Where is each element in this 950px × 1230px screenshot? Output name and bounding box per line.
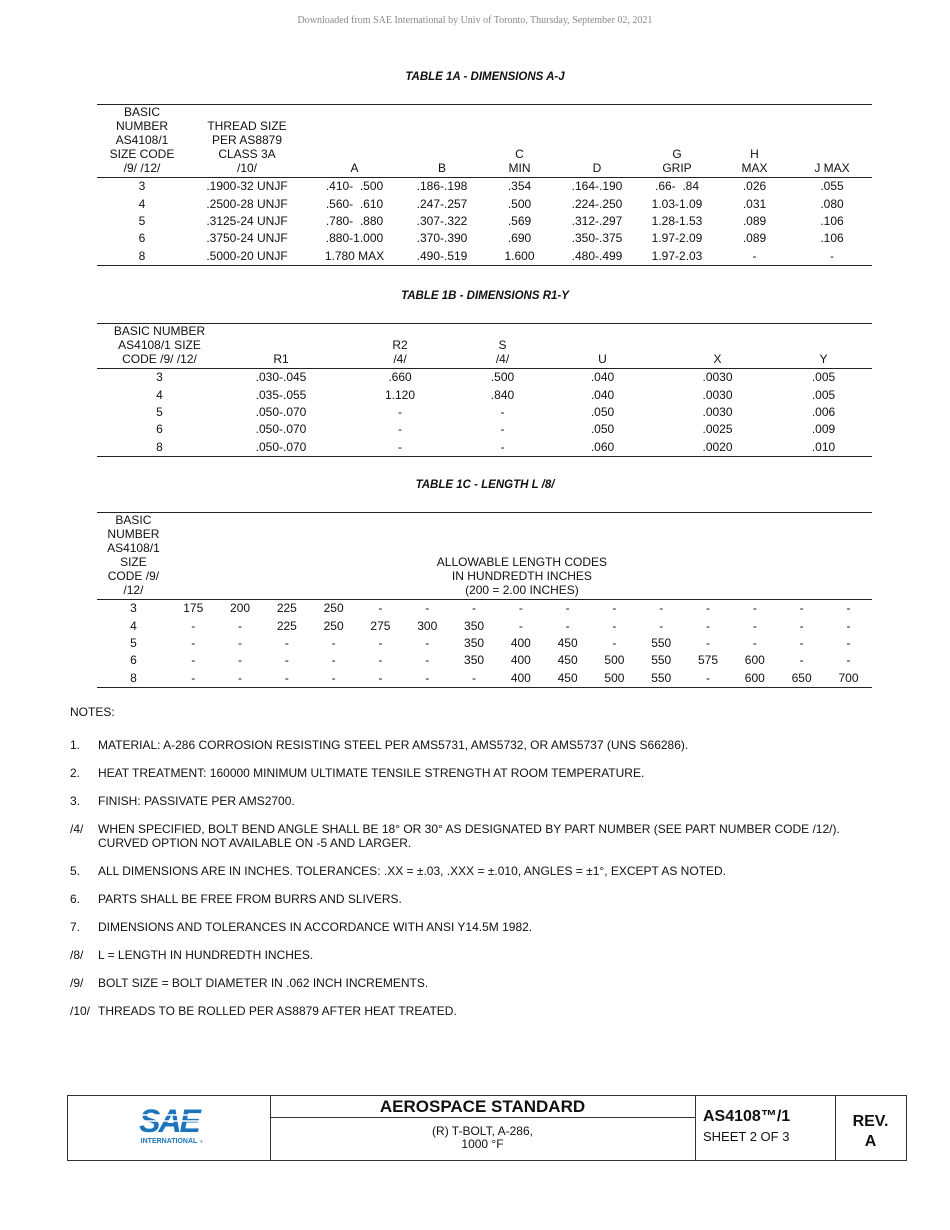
table-1c-cell: 400 [510,635,531,650]
table-1a-header-line: D [592,161,602,175]
note-text: MATERIAL: A-286 CORROSION RESISTING STEEL PER AMS5731, AMS5732, OR AMS5737 (UNS S66286). [98,738,689,752]
table-1c-cell: 550 [651,670,672,685]
table-1c-cell: - [518,618,523,633]
table-1c-cell: - [799,653,804,668]
table-1b-cell: .050-.070 [255,404,307,419]
standard-cell [270,1096,696,1160]
note-number: 6. [70,892,81,906]
table-1b-cell: 4 [156,387,163,402]
table-1b-row [97,439,872,457]
table-1a-cell: 1.28-1.53 [651,213,703,228]
table-1c-cell: 4 [130,618,137,633]
table-1c-cell: 575 [698,653,719,668]
registered-mark: ® [200,1139,203,1144]
table-1a-cell: .880-1.000 [325,231,384,246]
table-1b-header-line: S [498,338,507,352]
sae-logo-subtext: INTERNATIONAL [140,1138,198,1145]
table-1c-cell: 450 [557,635,578,650]
table-1b-header [545,324,660,369]
table-1b-header [97,324,222,369]
note-text: HEAT TREATMENT: 160000 MINIMUM ULTIMATE TENSILE STRENGTH AT ROOM TEMPERATURE. [98,766,645,780]
table-1b-cell: .840 [490,387,515,402]
table-1c-cell: 450 [557,653,578,668]
table-1c-cell: - [799,618,804,633]
note-item [70,794,890,808]
title-block [67,1095,907,1161]
table-1b-cell: 8 [156,439,163,454]
table-1a-cell: .354 [507,179,532,194]
table-1c-row [97,652,872,669]
table-1a-header-line: PER AS8879 [211,133,283,147]
table-1a-cell: .5000-20 UNJF [206,248,288,263]
table-1b-cell: - [500,439,505,454]
table-1c-cell: - [284,670,289,685]
table-1a-cell: 3 [138,179,146,194]
note-item [70,766,890,780]
note-item [70,864,890,878]
table-1c-cell: 225 [276,618,297,633]
table-1b-cell: - [398,422,402,437]
table-1b-cell: .050-.070 [255,422,307,437]
table-1a-cell: .490-.519 [416,248,468,263]
note-number: 5. [70,864,81,878]
table-1b-cell: .005 [811,370,836,385]
table-1c-title: TABLE 1C - LENGTH L /8/ [415,479,555,491]
note-text: BOLT SIZE = BOLT DIAMETER IN .062 INCH INCREMENTS. [98,976,429,990]
sae-logo-text: SAE [139,1103,199,1139]
table-1a-header [307,105,402,178]
table-1b-cell: .500 [490,370,515,385]
table-1c-cell: - [706,635,711,650]
standard-label: AEROSPACE STANDARD [270,1096,695,1118]
table-1a-cell: 6 [138,231,146,246]
table-1a-cell: .164-.190 [571,179,623,194]
table-1a-cell: .307-.322 [416,213,468,228]
table-1a-cell: .247-.257 [416,196,468,211]
note-text: DIMENSIONS AND TOLERANCES IN ACCORDANCE WITH ANSI Y14.5M 1982. [98,920,533,934]
table-1b-cell: - [398,439,402,454]
table-1c-cell: - [378,670,383,685]
table-1c-cell: 400 [510,670,531,685]
note-number: 1. [70,738,81,752]
table-1c-codes-header-line: ALLOWABLE LENGTH CODES [436,555,608,569]
table-1a-header-line: MIN [508,161,531,175]
table-1c-cell: - [238,670,243,685]
table-1a-header [557,105,637,178]
table-1b-row [97,369,872,387]
table-1c-cell: - [752,618,757,633]
table-1a-header-line: H [750,147,759,161]
table-1a-cell: .560- .610 [325,196,384,211]
table-1a-cell: .031 [742,196,767,211]
table-1a-header [637,105,717,178]
table-1c-cell: 3 [130,601,137,616]
table-1a-cell: .66- .84 [654,179,700,194]
note-number: /10/ [70,1004,91,1018]
table-1c-cell: - [191,670,196,685]
table-1c-size-header-line: AS4108/1 [107,541,160,555]
table-1c-cell: - [238,618,243,633]
table-1c-cell: - [706,601,711,616]
table-1b-header-line: R1 [273,352,289,366]
table-1b-header-line: CODE /9/ /12/ [122,352,197,366]
table-1b-cell: .060 [590,439,615,454]
table-1c-size-header-line: SIZE [120,555,147,569]
table-1c-cell: - [378,635,383,650]
table-1b-cell: .660 [388,370,412,385]
table-1a-cell: 1.97-2.09 [651,231,703,246]
table-1a-header-line: GRIP [662,161,692,175]
table-1b-header-line: /4/ [495,352,510,366]
table-1c-cell: - [238,635,243,650]
notes-heading: NOTES: [70,705,115,719]
table-1c-row [97,635,872,652]
table-1c-cell: - [799,601,804,616]
table-1b-cell: .0030 [702,370,733,385]
table-1c-cell: - [284,635,289,650]
table-1c-cell: - [612,601,617,616]
table-1b-cell: - [500,422,505,437]
table-1b-cell: .030-.045 [255,370,307,385]
table-1a-header-line: A [350,161,359,175]
table-1b-cell: .009 [811,422,836,437]
sae-logo [136,1101,206,1151]
table-1c-row [97,670,872,688]
table-1c-cell: 350 [464,653,485,668]
table-1c-cell: - [378,653,383,668]
table-1a-cell: .500 [507,196,532,211]
table-1c-cell: - [752,601,757,616]
table-1c-codes-header-line: (200 = 2.00 INCHES) [465,583,579,597]
table-1a-cell: .186-.198 [416,179,468,194]
table-1a-header-line: MAX [741,161,768,175]
table-1b-cell: 5 [156,404,163,419]
table-1c-cell: - [799,635,804,650]
table-1a-header [402,105,482,178]
table-1a-row [97,213,872,230]
table-1c-cell: 225 [276,601,297,616]
table-1c-cell: 8 [130,670,137,685]
table-1b-cell: - [500,404,505,419]
table-1a-header-line: BASIC [123,105,160,119]
table-1a-cell: .089 [742,231,767,246]
table-1c-cell: 600 [744,670,765,685]
table-1b-cell: 6 [156,422,163,437]
table-1a-cell: 1.600 [504,248,535,263]
table-1a-header-line: /9/ /12/ [123,161,161,175]
table-1b-cell: .006 [811,404,836,419]
table-1c-cell: 250 [323,601,344,616]
table-1b-cell: .005 [811,387,836,402]
table-1c-size-header-line: BASIC [115,513,152,527]
table-1a-cell: .2500-28 UNJF [206,196,288,211]
table-1b-header-line: Y [819,352,828,366]
revision-label: REV. [852,1113,889,1130]
table-1c-cell: 350 [464,618,485,633]
table-1c-cell: 250 [323,618,344,633]
note-text: FINISH: PASSIVATE PER AMS2700. [98,794,295,808]
table-1b-cell: 3 [156,370,163,385]
table-1b-header-line: AS4108/1 SIZE [118,338,201,352]
table-1c-cell: 550 [651,653,672,668]
table-1c-cell: - [612,618,617,633]
table-1a-cell: .569 [507,213,532,228]
note-text: THREADS TO BE ROLLED PER AS8879 AFTER HEAT TREATED. [98,1004,457,1018]
table-1b-header-line: /4/ [393,352,407,366]
table-1a-header-line: AS4108/1 [115,133,169,147]
document-title [270,1125,695,1151]
table-1c-cell: - [659,618,664,633]
table-1a-cell: .3750-24 UNJF [206,231,288,246]
table-1a-header [482,105,557,178]
table-1a-cell: 1.03-1.09 [651,196,703,211]
table-1c-cell: 600 [744,653,765,668]
table-1b-header [660,324,775,369]
table-1a-title: TABLE 1A - DIMENSIONS A-J [405,71,565,83]
table-1c-cell: - [612,635,617,650]
table-1a-header-line: SIZE CODE [109,147,175,161]
table-1b-cell: .0020 [702,439,733,454]
revision-cell [835,1096,906,1160]
table-1b-cell: .040 [590,387,615,402]
table-1c-cell: - [191,653,196,668]
table-1c-cell: 175 [183,601,204,616]
table-1b-cell: .040 [590,370,615,385]
table-1c-size-header-line: /12/ [123,583,144,597]
table-1b-header-line: U [598,352,607,366]
table-1a-cell: .106 [820,231,844,246]
table-1a-cell: .055 [820,179,844,194]
table-1b-header-line: BASIC NUMBER [113,324,206,338]
note-item [70,738,890,752]
table-1c-cell: 5 [130,635,137,650]
document-number-cell [695,1096,836,1160]
table-1a-cell: .480-.499 [571,248,623,263]
table-1b-header [222,324,340,369]
table-1a-cell: - [752,248,757,263]
note-item [70,822,890,850]
table-1a-cell: 1.780 MAX [324,248,385,263]
title-line-1: (R) T-BOLT, A-286, [432,1124,533,1138]
table-1c-cell: - [331,670,336,685]
note-number: 2. [70,766,81,780]
table-1c-cell: 400 [510,653,531,668]
table-1b-row [97,386,872,403]
table-1a-header [97,105,187,178]
table-1b-header-line: X [713,352,722,366]
table-1a-cell: 4 [138,196,146,211]
table-1a-header-line: C [515,147,524,161]
note-number: /8/ [70,948,84,962]
note-text: PARTS SHALL BE FREE FROM BURRS AND SLIVERS. [98,892,402,906]
table-1a-cell: .370-.390 [416,231,468,246]
table-1c-cell: - [752,635,757,650]
table-1c-cell: - [518,601,523,616]
table-1a-cell: 1.97-2.03 [651,248,703,263]
table-1b-cell: .050-.070 [255,439,307,454]
table-1c-cell: 450 [557,670,578,685]
table-1a-cell: .080 [820,196,844,211]
table-1a-row [97,195,872,212]
table-1b-cell: .010 [811,439,836,454]
title-line-2: 1000 °F [461,1137,504,1151]
table-1b-row [97,421,872,438]
table-1a-cell: .350-.375 [571,231,623,246]
table-1a-header-line: CLASS 3A [218,147,276,161]
table-1a-header-line: G [672,147,682,161]
revision [835,1112,906,1152]
note-item [70,948,890,962]
table-1a [97,104,872,266]
table-1a-header [187,105,307,178]
table-1c-cell: 700 [838,670,859,685]
table-1a-cell: .690 [507,231,532,246]
table-1b-cell: 1.120 [384,387,416,402]
table-1c [97,512,872,688]
table-1b-cell: .0025 [702,422,733,437]
table-1c-cell: - [425,635,430,650]
table-1c-cell: - [706,670,711,685]
table-1c-cell: - [331,653,336,668]
table-1c-cell: 350 [464,635,485,650]
note-number: /9/ [70,976,84,990]
table-1c-cell: - [472,601,477,616]
table-1b-title: TABLE 1B - DIMENSIONS R1-Y [401,290,569,302]
table-1a-header-line: J MAX [814,161,850,175]
table-1c-codes-header [170,513,872,600]
table-1c-cell: - [565,601,570,616]
table-1c-cell: 500 [604,670,625,685]
table-1c-cell: - [846,618,851,633]
table-1a-header-line: NUMBER [115,119,168,133]
table-1c-cell: - [191,618,196,633]
table-1c-cell: 300 [417,618,438,633]
table-1c-cell: - [425,653,430,668]
table-1a-header [792,105,872,178]
table-1c-row [97,600,872,618]
table-1c-cell: - [706,618,711,633]
table-1c-row [97,617,872,634]
table-1b-header [775,324,872,369]
table-1a-header-line: THREAD SIZE [207,119,287,133]
table-1a-header [717,105,792,178]
table-1b-cell: .035-.055 [255,387,307,402]
table-1b-cell: .050 [590,404,615,419]
table-1c-size-header-line: NUMBER [107,527,160,541]
table-1a-cell: 5 [138,213,146,228]
table-1a-cell: - [830,248,834,263]
note-number: /4/ [70,822,84,836]
table-1a-cell: .224-.250 [571,196,623,211]
table-1c-cell: - [846,635,851,650]
table-1c-cell: - [472,670,477,685]
download-watermark: Downloaded from SAE International by Univ of Toronto, Thursday, September 02, 2021 [297,15,653,26]
table-1a-row [97,248,872,266]
table-1c-cell: - [425,601,430,616]
table-1b-cell: .0030 [702,387,733,402]
table-1c-codes-header-line: IN HUNDREDTH INCHES [451,569,592,583]
table-1b-cell: .050 [590,422,615,437]
table-1b-cell: - [398,404,402,419]
table-1b-cell: .0030 [702,404,733,419]
note-text: L = LENGTH IN HUNDREDTH INCHES. [98,948,314,962]
table-1c-cell: - [191,635,196,650]
note-text: WHEN SPECIFIED, BOLT BEND ANGLE SHALL BE 18° OR 30° AS DESIGNATED BY PART NUMBER (SEE PART NUMBER CODE /12/). CURVED OPTION NOT AVAILABLE ON -5 AND LARGER. [98,822,840,850]
note-number: 7. [70,920,81,934]
table-1a-row [97,230,872,247]
table-1a-cell: .1900-32 UNJF [206,179,288,194]
sheet-number: SHEET 2 OF 3 [703,1129,790,1144]
note-item [70,892,890,906]
table-1c-cell: 6 [130,653,137,668]
table-1a-cell: .3125-24 UNJF [206,213,288,228]
table-1c-cell: - [425,670,430,685]
table-1c-cell: - [238,653,243,668]
table-1a-cell: .089 [742,213,767,228]
table-1a-header-line: /10/ [236,161,257,175]
note-item [70,920,890,934]
table-1a-header-line: B [437,161,446,175]
table-1a-cell: 8 [138,248,146,263]
table-1a-cell: .780- .880 [325,213,384,228]
table-1c-cell: - [846,653,851,668]
table-1c-cell: 550 [651,635,672,650]
note-item [70,1004,890,1018]
table-1c-cell: 650 [791,670,812,685]
table-1a-cell: .312-.297 [571,213,623,228]
table-1c-size-header [97,513,170,600]
table-1c-cell: - [565,618,570,633]
table-1c-cell: - [284,653,289,668]
table-1b [97,323,872,457]
table-1b-header [460,324,545,369]
table-1c-size-header-line: CODE /9/ [107,569,160,583]
table-1c-cell: 275 [370,618,391,633]
table-1b-header-line: R2 [392,338,408,352]
logo-cell [68,1096,271,1160]
table-1c-cell: - [846,601,851,616]
table-1a-row [97,178,872,196]
table-1c-cell: 200 [230,601,251,616]
document-number: AS4108™/1 [703,1108,791,1125]
table-1a-cell: .106 [820,213,844,228]
table-1a-cell: .410- .500 [325,179,384,194]
table-1c-cell: - [378,601,383,616]
note-text: ALL DIMENSIONS ARE IN INCHES. TOLERANCES: .XX = ±.03, .XXX = ±.010, ANGLES = ±1°, EXCEPT AS NOTED. [98,864,727,878]
table-1a-cell: .026 [742,179,767,194]
table-1b-header [340,324,460,369]
revision-value: A [864,1133,877,1150]
table-1c-cell: - [331,635,336,650]
table-1c-cell: - [659,601,664,616]
table-1c-cell: 500 [604,653,625,668]
note-number: 3. [70,794,81,808]
notes-section [70,705,890,1032]
table-1b-row [97,404,872,421]
note-item [70,976,890,990]
